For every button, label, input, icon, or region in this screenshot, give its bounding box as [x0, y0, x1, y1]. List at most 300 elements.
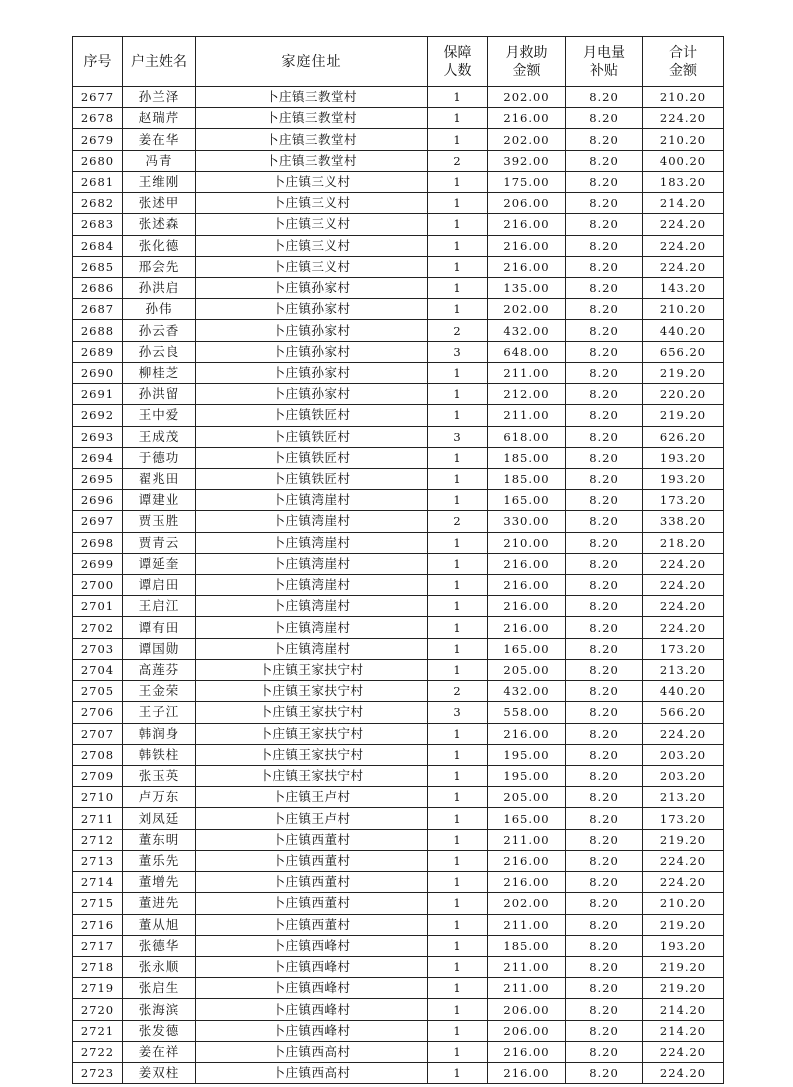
- cell-home-address: 卜庄镇三义村: [196, 256, 428, 277]
- cell-serial-no: 2683: [73, 214, 123, 235]
- cell-monthly-relief-amount: 216.00: [488, 553, 566, 574]
- cell-total-amount: 224.20: [643, 1063, 724, 1084]
- cell-householder-name: 谭建业: [123, 490, 196, 511]
- cell-covered-persons: 2: [428, 511, 488, 532]
- cell-electricity-subsidy: 8.20: [566, 872, 643, 893]
- table-row: [73, 914, 724, 935]
- cell-monthly-relief-amount: 216.00: [488, 723, 566, 744]
- table-row: [73, 659, 724, 680]
- cell-home-address: 卜庄镇西董村: [196, 872, 428, 893]
- header-householder-name: 户主姓名: [123, 37, 196, 87]
- cell-monthly-relief-amount: 330.00: [488, 511, 566, 532]
- cell-total-amount: 440.20: [643, 681, 724, 702]
- cell-home-address: 卜庄镇西董村: [196, 914, 428, 935]
- cell-serial-no: 2690: [73, 362, 123, 383]
- table-row: [73, 956, 724, 977]
- cell-covered-persons: 1: [428, 935, 488, 956]
- cell-electricity-subsidy: 8.20: [566, 532, 643, 553]
- cell-electricity-subsidy: 8.20: [566, 553, 643, 574]
- cell-monthly-relief-amount: 205.00: [488, 787, 566, 808]
- cell-electricity-subsidy: 8.20: [566, 617, 643, 638]
- cell-covered-persons: 2: [428, 320, 488, 341]
- cell-householder-name: 孙兰泽: [123, 87, 196, 108]
- cell-householder-name: 韩润身: [123, 723, 196, 744]
- table-row: [73, 575, 724, 596]
- cell-monthly-relief-amount: 165.00: [488, 490, 566, 511]
- table-row: [73, 362, 724, 383]
- cell-home-address: 卜庄镇湾崖村: [196, 638, 428, 659]
- cell-total-amount: 193.20: [643, 447, 724, 468]
- cell-monthly-relief-amount: 202.00: [488, 299, 566, 320]
- cell-serial-no: 2709: [73, 766, 123, 787]
- cell-home-address: 卜庄镇湾崖村: [196, 617, 428, 638]
- cell-serial-no: 2679: [73, 129, 123, 150]
- cell-householder-name: 赵瑞芹: [123, 108, 196, 129]
- relief-table: [72, 36, 724, 1084]
- cell-serial-no: 2685: [73, 256, 123, 277]
- cell-covered-persons: 1: [428, 744, 488, 765]
- cell-monthly-relief-amount: 216.00: [488, 108, 566, 129]
- cell-monthly-relief-amount: 618.00: [488, 426, 566, 447]
- cell-home-address: 卜庄镇孙家村: [196, 362, 428, 383]
- cell-covered-persons: 1: [428, 829, 488, 850]
- table-row: [73, 87, 724, 108]
- cell-home-address: 卜庄镇铁匠村: [196, 426, 428, 447]
- cell-total-amount: 143.20: [643, 277, 724, 298]
- table-row: [73, 235, 724, 256]
- table-row: [73, 723, 724, 744]
- cell-home-address: 卜庄镇西峰村: [196, 1020, 428, 1041]
- cell-covered-persons: 1: [428, 978, 488, 999]
- cell-total-amount: 219.20: [643, 914, 724, 935]
- cell-total-amount: 656.20: [643, 341, 724, 362]
- cell-covered-persons: 1: [428, 766, 488, 787]
- cell-electricity-subsidy: 8.20: [566, 129, 643, 150]
- cell-monthly-relief-amount: 216.00: [488, 617, 566, 638]
- cell-home-address: 卜庄镇孙家村: [196, 277, 428, 298]
- table-row: [73, 1020, 724, 1041]
- cell-electricity-subsidy: 8.20: [566, 978, 643, 999]
- cell-electricity-subsidy: 8.20: [566, 256, 643, 277]
- cell-householder-name: 王维刚: [123, 171, 196, 192]
- cell-electricity-subsidy: 8.20: [566, 405, 643, 426]
- cell-monthly-relief-amount: 216.00: [488, 235, 566, 256]
- cell-serial-no: 2722: [73, 1041, 123, 1062]
- table-row: [73, 935, 724, 956]
- cell-home-address: 卜庄镇孙家村: [196, 341, 428, 362]
- cell-monthly-relief-amount: 216.00: [488, 214, 566, 235]
- cell-electricity-subsidy: 8.20: [566, 829, 643, 850]
- cell-householder-name: 翟兆田: [123, 468, 196, 489]
- cell-householder-name: 张启生: [123, 978, 196, 999]
- table-row: [73, 256, 724, 277]
- cell-covered-persons: 1: [428, 723, 488, 744]
- table-row: [73, 617, 724, 638]
- cell-covered-persons: 3: [428, 341, 488, 362]
- cell-total-amount: 224.20: [643, 617, 724, 638]
- cell-householder-name: 谭有田: [123, 617, 196, 638]
- cell-monthly-relief-amount: 185.00: [488, 447, 566, 468]
- cell-covered-persons: 1: [428, 532, 488, 553]
- cell-serial-no: 2694: [73, 447, 123, 468]
- cell-electricity-subsidy: 8.20: [566, 384, 643, 405]
- cell-covered-persons: 1: [428, 596, 488, 617]
- table-row: [73, 108, 724, 129]
- cell-covered-persons: 1: [428, 575, 488, 596]
- cell-serial-no: 2712: [73, 829, 123, 850]
- cell-monthly-relief-amount: 165.00: [488, 638, 566, 659]
- cell-home-address: 卜庄镇三教堂村: [196, 108, 428, 129]
- cell-monthly-relief-amount: 185.00: [488, 468, 566, 489]
- cell-householder-name: 王金荣: [123, 681, 196, 702]
- cell-home-address: 卜庄镇西高村: [196, 1063, 428, 1084]
- table-row: [73, 384, 724, 405]
- cell-electricity-subsidy: 8.20: [566, 659, 643, 680]
- cell-home-address: 卜庄镇王家扶宁村: [196, 681, 428, 702]
- cell-electricity-subsidy: 8.20: [566, 511, 643, 532]
- cell-total-amount: 224.20: [643, 723, 724, 744]
- table-row: [73, 490, 724, 511]
- cell-electricity-subsidy: 8.20: [566, 193, 643, 214]
- cell-householder-name: 张述森: [123, 214, 196, 235]
- cell-serial-no: 2689: [73, 341, 123, 362]
- cell-total-amount: 193.20: [643, 468, 724, 489]
- cell-monthly-relief-amount: 205.00: [488, 659, 566, 680]
- cell-total-amount: 224.20: [643, 108, 724, 129]
- cell-monthly-relief-amount: 211.00: [488, 978, 566, 999]
- cell-serial-no: 2706: [73, 702, 123, 723]
- cell-serial-no: 2723: [73, 1063, 123, 1084]
- cell-serial-no: 2695: [73, 468, 123, 489]
- table-row: [73, 341, 724, 362]
- cell-householder-name: 韩铁柱: [123, 744, 196, 765]
- cell-monthly-relief-amount: 195.00: [488, 744, 566, 765]
- cell-electricity-subsidy: 8.20: [566, 426, 643, 447]
- cell-householder-name: 张玉英: [123, 766, 196, 787]
- cell-electricity-subsidy: 8.20: [566, 744, 643, 765]
- cell-electricity-subsidy: 8.20: [566, 596, 643, 617]
- cell-total-amount: 173.20: [643, 490, 724, 511]
- cell-total-amount: 566.20: [643, 702, 724, 723]
- cell-total-amount: 219.20: [643, 956, 724, 977]
- table-row: [73, 766, 724, 787]
- table-row: [73, 532, 724, 553]
- cell-covered-persons: 3: [428, 702, 488, 723]
- table-row: [73, 277, 724, 298]
- header-monthly-electricity-subsidy: 月电量 补贴: [566, 37, 643, 87]
- cell-total-amount: 183.20: [643, 171, 724, 192]
- cell-home-address: 卜庄镇铁匠村: [196, 447, 428, 468]
- cell-monthly-relief-amount: 211.00: [488, 829, 566, 850]
- cell-serial-no: 2680: [73, 150, 123, 171]
- cell-total-amount: 219.20: [643, 978, 724, 999]
- cell-householder-name: 董进先: [123, 893, 196, 914]
- table-row: [73, 808, 724, 829]
- cell-householder-name: 孙洪留: [123, 384, 196, 405]
- cell-householder-name: 张德华: [123, 935, 196, 956]
- table-row: [73, 1063, 724, 1084]
- cell-electricity-subsidy: 8.20: [566, 1020, 643, 1041]
- cell-monthly-relief-amount: 212.00: [488, 384, 566, 405]
- cell-home-address: 卜庄镇三义村: [196, 214, 428, 235]
- cell-electricity-subsidy: 8.20: [566, 787, 643, 808]
- cell-covered-persons: 3: [428, 426, 488, 447]
- cell-householder-name: 姜在华: [123, 129, 196, 150]
- cell-home-address: 卜庄镇三教堂村: [196, 150, 428, 171]
- cell-covered-persons: 1: [428, 893, 488, 914]
- cell-covered-persons: 1: [428, 235, 488, 256]
- header-serial-no: 序号: [73, 37, 123, 87]
- cell-total-amount: 224.20: [643, 256, 724, 277]
- header-home-address: 家庭住址: [196, 37, 428, 87]
- cell-home-address: 卜庄镇西董村: [196, 893, 428, 914]
- cell-covered-persons: 1: [428, 171, 488, 192]
- cell-monthly-relief-amount: 211.00: [488, 405, 566, 426]
- cell-home-address: 卜庄镇西峰村: [196, 956, 428, 977]
- cell-electricity-subsidy: 8.20: [566, 702, 643, 723]
- cell-electricity-subsidy: 8.20: [566, 320, 643, 341]
- cell-home-address: 卜庄镇三义村: [196, 171, 428, 192]
- cell-householder-name: 董乐先: [123, 850, 196, 871]
- cell-serial-no: 2704: [73, 659, 123, 680]
- cell-serial-no: 2702: [73, 617, 123, 638]
- cell-householder-name: 冯青: [123, 150, 196, 171]
- cell-monthly-relief-amount: 216.00: [488, 575, 566, 596]
- cell-covered-persons: 1: [428, 447, 488, 468]
- cell-monthly-relief-amount: 216.00: [488, 256, 566, 277]
- cell-householder-name: 贾青云: [123, 532, 196, 553]
- cell-monthly-relief-amount: 202.00: [488, 87, 566, 108]
- cell-covered-persons: 2: [428, 681, 488, 702]
- cell-total-amount: 440.20: [643, 320, 724, 341]
- cell-home-address: 卜庄镇王家扶宁村: [196, 766, 428, 787]
- cell-serial-no: 2699: [73, 553, 123, 574]
- cell-householder-name: 卢万东: [123, 787, 196, 808]
- cell-serial-no: 2707: [73, 723, 123, 744]
- cell-serial-no: 2687: [73, 299, 123, 320]
- table-row: [73, 171, 724, 192]
- cell-electricity-subsidy: 8.20: [566, 766, 643, 787]
- table-row: [73, 129, 724, 150]
- cell-electricity-subsidy: 8.20: [566, 150, 643, 171]
- cell-total-amount: 338.20: [643, 511, 724, 532]
- cell-serial-no: 2686: [73, 277, 123, 298]
- cell-householder-name: 柳桂芝: [123, 362, 196, 383]
- cell-serial-no: 2713: [73, 850, 123, 871]
- table-row: [73, 978, 724, 999]
- cell-householder-name: 谭国勋: [123, 638, 196, 659]
- cell-serial-no: 2717: [73, 935, 123, 956]
- cell-home-address: 卜庄镇三教堂村: [196, 87, 428, 108]
- cell-serial-no: 2682: [73, 193, 123, 214]
- cell-serial-no: 2678: [73, 108, 123, 129]
- cell-electricity-subsidy: 8.20: [566, 1063, 643, 1084]
- table-row: [73, 511, 724, 532]
- cell-electricity-subsidy: 8.20: [566, 850, 643, 871]
- cell-home-address: 卜庄镇西峰村: [196, 935, 428, 956]
- cell-serial-no: 2696: [73, 490, 123, 511]
- cell-total-amount: 224.20: [643, 214, 724, 235]
- cell-electricity-subsidy: 8.20: [566, 299, 643, 320]
- cell-total-amount: 224.20: [643, 553, 724, 574]
- cell-monthly-relief-amount: 206.00: [488, 999, 566, 1020]
- table-body: [73, 87, 724, 1084]
- cell-householder-name: 姜在祥: [123, 1041, 196, 1062]
- cell-home-address: 卜庄镇西董村: [196, 829, 428, 850]
- cell-electricity-subsidy: 8.20: [566, 171, 643, 192]
- cell-total-amount: 173.20: [643, 808, 724, 829]
- cell-total-amount: 219.20: [643, 829, 724, 850]
- cell-home-address: 卜庄镇湾崖村: [196, 596, 428, 617]
- cell-covered-persons: 1: [428, 999, 488, 1020]
- cell-householder-name: 张永顺: [123, 956, 196, 977]
- cell-home-address: 卜庄镇三义村: [196, 193, 428, 214]
- cell-householder-name: 董从旭: [123, 914, 196, 935]
- cell-monthly-relief-amount: 216.00: [488, 1041, 566, 1062]
- cell-total-amount: 203.20: [643, 766, 724, 787]
- cell-covered-persons: 1: [428, 468, 488, 489]
- cell-total-amount: 214.20: [643, 999, 724, 1020]
- cell-monthly-relief-amount: 216.00: [488, 1063, 566, 1084]
- cell-householder-name: 王子江: [123, 702, 196, 723]
- cell-householder-name: 孙云良: [123, 341, 196, 362]
- header-covered-persons: 保障 人数: [428, 37, 488, 87]
- cell-serial-no: 2705: [73, 681, 123, 702]
- cell-covered-persons: 1: [428, 108, 488, 129]
- cell-electricity-subsidy: 8.20: [566, 87, 643, 108]
- cell-serial-no: 2711: [73, 808, 123, 829]
- table-row: [73, 426, 724, 447]
- cell-covered-persons: 1: [428, 299, 488, 320]
- cell-serial-no: 2693: [73, 426, 123, 447]
- cell-serial-no: 2719: [73, 978, 123, 999]
- cell-total-amount: 210.20: [643, 87, 724, 108]
- header-total-amount: 合计 金额: [643, 37, 724, 87]
- table-row: [73, 405, 724, 426]
- cell-householder-name: 王成茂: [123, 426, 196, 447]
- table-row: [73, 850, 724, 871]
- cell-monthly-relief-amount: 432.00: [488, 320, 566, 341]
- cell-covered-persons: 1: [428, 872, 488, 893]
- cell-total-amount: 210.20: [643, 129, 724, 150]
- cell-covered-persons: 1: [428, 1063, 488, 1084]
- cell-home-address: 卜庄镇王家扶宁村: [196, 723, 428, 744]
- cell-householder-name: 于德功: [123, 447, 196, 468]
- cell-total-amount: 173.20: [643, 638, 724, 659]
- table-row: [73, 702, 724, 723]
- cell-serial-no: 2721: [73, 1020, 123, 1041]
- cell-total-amount: 224.20: [643, 235, 724, 256]
- cell-total-amount: 224.20: [643, 872, 724, 893]
- cell-monthly-relief-amount: 211.00: [488, 914, 566, 935]
- table-row: [73, 1041, 724, 1062]
- cell-total-amount: 224.20: [643, 575, 724, 596]
- cell-home-address: 卜庄镇湾崖村: [196, 553, 428, 574]
- cell-monthly-relief-amount: 648.00: [488, 341, 566, 362]
- cell-serial-no: 2700: [73, 575, 123, 596]
- cell-total-amount: 220.20: [643, 384, 724, 405]
- table-row: [73, 744, 724, 765]
- cell-home-address: 卜庄镇王家扶宁村: [196, 702, 428, 723]
- cell-home-address: 卜庄镇铁匠村: [196, 405, 428, 426]
- cell-covered-persons: 1: [428, 384, 488, 405]
- table-row: [73, 893, 724, 914]
- cell-total-amount: 213.20: [643, 787, 724, 808]
- cell-serial-no: 2720: [73, 999, 123, 1020]
- table-row: [73, 638, 724, 659]
- cell-serial-no: 2708: [73, 744, 123, 765]
- cell-householder-name: 董增先: [123, 872, 196, 893]
- table-row: [73, 299, 724, 320]
- cell-total-amount: 214.20: [643, 1020, 724, 1041]
- table-row: [73, 787, 724, 808]
- header-monthly-relief-amount: 月救助 金额: [488, 37, 566, 87]
- cell-covered-persons: 1: [428, 638, 488, 659]
- cell-monthly-relief-amount: 211.00: [488, 362, 566, 383]
- table-row: [73, 829, 724, 850]
- cell-electricity-subsidy: 8.20: [566, 956, 643, 977]
- cell-monthly-relief-amount: 210.00: [488, 532, 566, 553]
- header-row: [73, 37, 724, 87]
- cell-householder-name: 谭启田: [123, 575, 196, 596]
- cell-total-amount: 219.20: [643, 362, 724, 383]
- cell-serial-no: 2716: [73, 914, 123, 935]
- cell-electricity-subsidy: 8.20: [566, 490, 643, 511]
- cell-covered-persons: 1: [428, 129, 488, 150]
- cell-monthly-relief-amount: 432.00: [488, 681, 566, 702]
- cell-home-address: 卜庄镇孙家村: [196, 384, 428, 405]
- cell-covered-persons: 1: [428, 1041, 488, 1062]
- cell-home-address: 卜庄镇铁匠村: [196, 468, 428, 489]
- cell-monthly-relief-amount: 175.00: [488, 171, 566, 192]
- cell-householder-name: 孙云香: [123, 320, 196, 341]
- cell-electricity-subsidy: 8.20: [566, 935, 643, 956]
- cell-electricity-subsidy: 8.20: [566, 808, 643, 829]
- cell-serial-no: 2698: [73, 532, 123, 553]
- cell-total-amount: 210.20: [643, 893, 724, 914]
- cell-home-address: 卜庄镇孙家村: [196, 320, 428, 341]
- cell-serial-no: 2692: [73, 405, 123, 426]
- cell-electricity-subsidy: 8.20: [566, 235, 643, 256]
- cell-serial-no: 2684: [73, 235, 123, 256]
- cell-covered-persons: 1: [428, 214, 488, 235]
- cell-monthly-relief-amount: 206.00: [488, 1020, 566, 1041]
- cell-householder-name: 张化德: [123, 235, 196, 256]
- table-row: [73, 596, 724, 617]
- cell-covered-persons: 1: [428, 277, 488, 298]
- cell-monthly-relief-amount: 202.00: [488, 893, 566, 914]
- cell-covered-persons: 1: [428, 87, 488, 108]
- cell-home-address: 卜庄镇西峰村: [196, 978, 428, 999]
- cell-householder-name: 孙洪启: [123, 277, 196, 298]
- cell-electricity-subsidy: 8.20: [566, 914, 643, 935]
- cell-electricity-subsidy: 8.20: [566, 277, 643, 298]
- cell-monthly-relief-amount: 216.00: [488, 596, 566, 617]
- cell-electricity-subsidy: 8.20: [566, 681, 643, 702]
- cell-total-amount: 193.20: [643, 935, 724, 956]
- cell-electricity-subsidy: 8.20: [566, 893, 643, 914]
- table-row: [73, 320, 724, 341]
- cell-total-amount: 218.20: [643, 532, 724, 553]
- cell-electricity-subsidy: 8.20: [566, 638, 643, 659]
- cell-householder-name: 张述甲: [123, 193, 196, 214]
- cell-electricity-subsidy: 8.20: [566, 723, 643, 744]
- cell-serial-no: 2691: [73, 384, 123, 405]
- cell-covered-persons: 1: [428, 553, 488, 574]
- cell-total-amount: 203.20: [643, 744, 724, 765]
- cell-householder-name: 高莲芬: [123, 659, 196, 680]
- cell-serial-no: 2677: [73, 87, 123, 108]
